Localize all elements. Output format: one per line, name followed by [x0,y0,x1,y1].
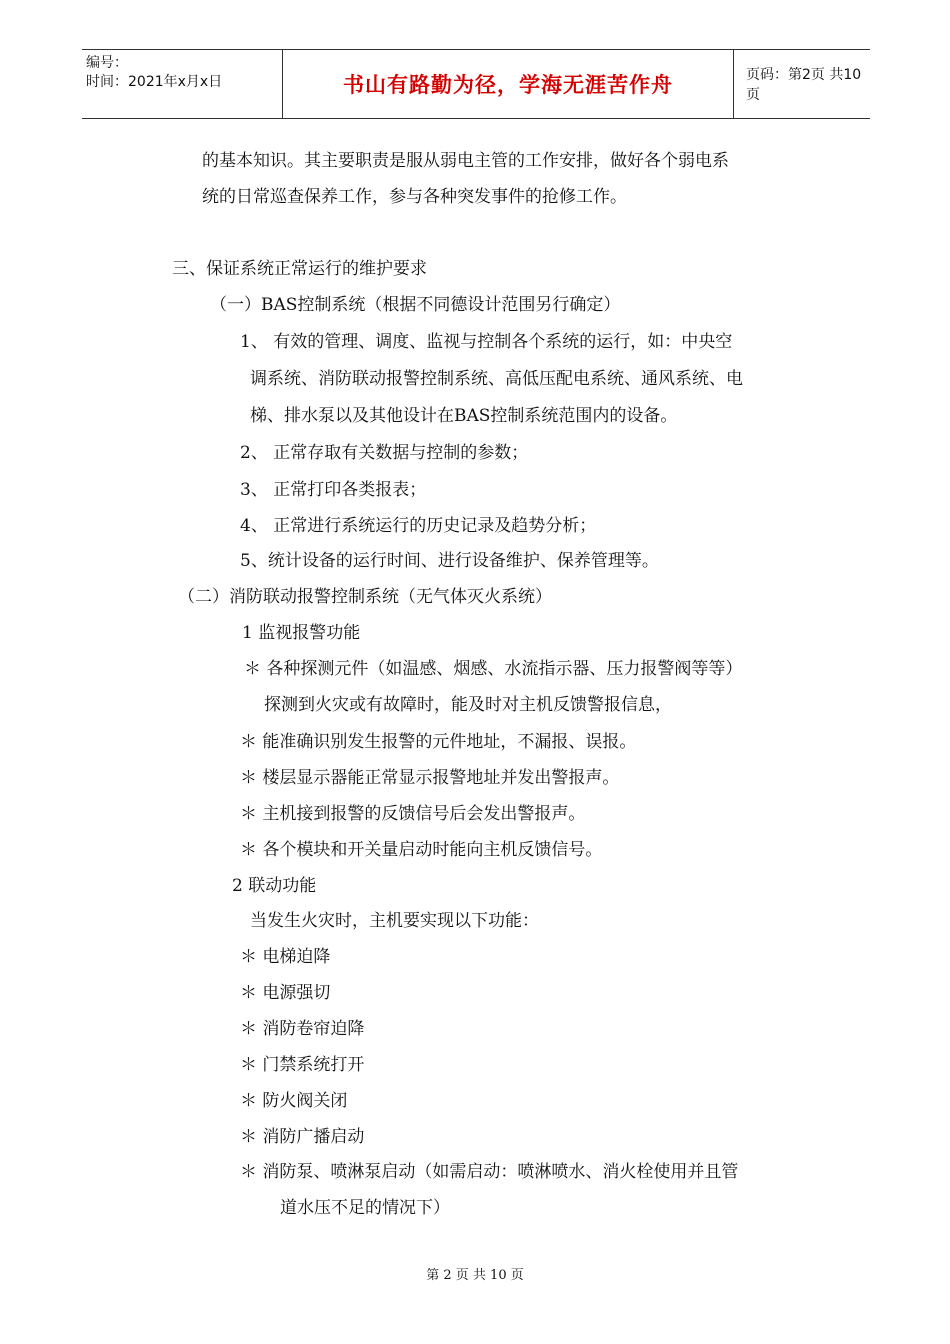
header-motto: 书山有路勤为径，学海无涯苦作舟 [343,73,673,97]
page-footer: 第 2 页 共 10 页 [426,1268,524,1283]
body-line: 道水压不足的情况下） [280,1198,450,1218]
page-header [82,49,870,119]
bullet-line: ＊ 防火阀关闭 [240,1091,348,1111]
body-line: 梯、排水泵以及其他设计在BAS控制系统范围内的设备。 [250,406,678,426]
bullet-line: ＊ 消防泵、喷淋泵启动（如需启动：喷淋喷水、消火栓使用并且管 [240,1162,739,1182]
subsection-heading: （二）消防联动报警控制系统（无气体灭火系统） [178,587,552,607]
body-line: 3、 正常打印各类报表； [240,480,427,500]
body-line: 当发生火灾时，主机要实现以下功能： [250,911,539,931]
subsection-heading: （一）BAS控制系统（根据不同德设计范围另行确定） [210,295,621,315]
header-page-info-cell [734,50,870,118]
body-line: 统的日常巡查保养工作，参与各种突发事件的抢修工作。 [202,187,627,207]
bullet-line: ＊ 各个模块和开关量启动时能向主机反馈信号。 [240,840,603,860]
document-time-label: 时间：2021年x月x日 [86,74,223,90]
item-heading: 1 监视报警功能 [242,623,361,643]
bullet-line: ＊ 电源强切 [240,983,331,1003]
bullet-line: ＊ 门禁系统打开 [240,1055,365,1075]
bullet-line: ＊ 主机接到报警的反馈信号后会发出警报声。 [240,804,586,824]
bullet-line: ＊ 各种探测元件（如温感、烟感、水流指示器、压力报警阀等等） [244,659,743,679]
bullet-line: ＊ 消防卷帘迫降 [240,1019,365,1039]
body-line: 的基本知识。其主要职责是服从弱电主管的工作安排，做好各个弱电系 [202,151,729,171]
header-motto-cell [282,50,734,118]
body-line: 4、 正常进行系统运行的历史记录及趋势分析； [240,516,597,536]
header-page-info: 页码：第2页 共10页 [746,67,862,103]
bullet-line: ＊ 电梯迫降 [240,947,331,967]
section-heading: 三、保证系统正常运行的维护要求 [172,259,427,279]
bullet-line: ＊ 楼层显示器能正常显示报警地址并发出警报声。 [240,768,620,788]
document-number-label: 编号： [86,55,128,71]
item-heading: 2 联动功能 [232,876,317,896]
bullet-line: ＊ 能准确识别发生报警的元件地址，不漏报、误报。 [240,732,637,752]
bullet-line: ＊ 消防广播启动 [240,1127,365,1147]
body-line: 5、统计设备的运行时间、进行设备维护、保养管理等。 [240,551,659,571]
body-line: 探测到火灾或有故障时，能及时对主机反馈警报信息， [264,695,672,715]
body-line: 调系统、消防联动报警控制系统、高低压配电系统、通风系统、电 [250,369,743,389]
body-line: 1、 有效的管理、调度、监视与控制各个系统的运行，如：中央空 [240,332,733,352]
body-line: 2、 正常存取有关数据与控制的参数； [240,443,529,463]
header-meta [82,50,282,118]
